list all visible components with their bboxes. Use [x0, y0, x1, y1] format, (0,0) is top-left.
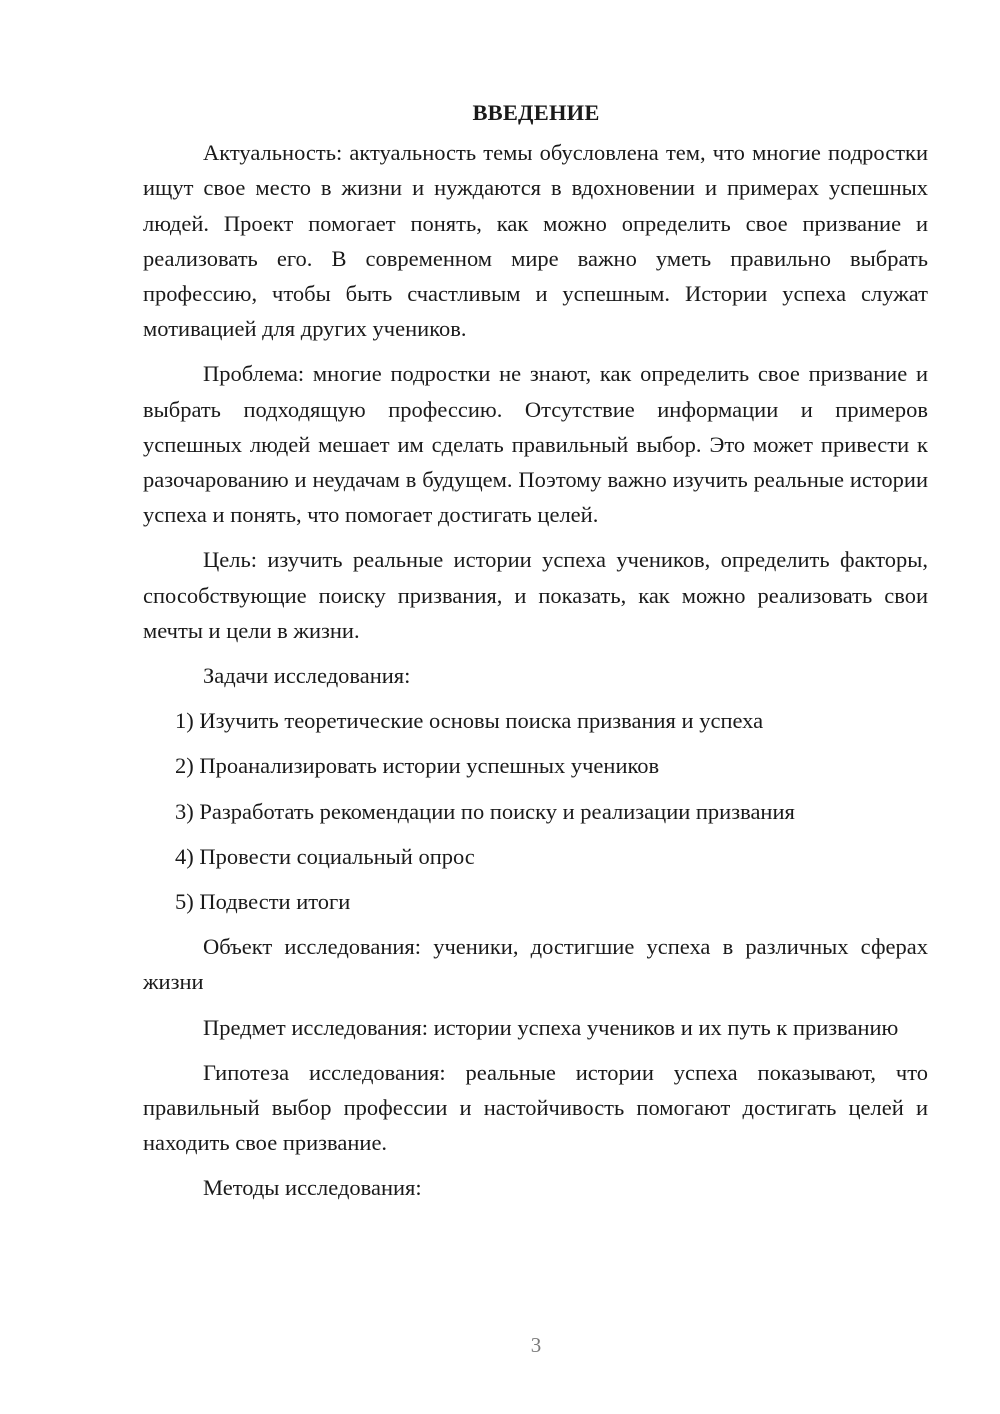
list-item: 3) Разработать рекомендации по поиску и реализации призвания	[175, 798, 795, 824]
section-heading: ВВЕДЕНИЕ	[472, 100, 600, 125]
tasks-heading: Задачи исследования:	[203, 663, 411, 689]
object-paragraph: Объект исследования: ученики, достигшие успеха в различных сферах жизни	[143, 934, 928, 995]
methods-heading: Методы исследования:	[203, 1175, 422, 1201]
list-item: 5) Подвести итоги	[175, 889, 351, 915]
list-item: 4) Провести социальный опрос	[175, 843, 475, 869]
relevance-paragraph: Актуальность: актуальность темы обусловлена тем, что многие подростки ищут свое место в жизни и нуждаются в вдохновении и примерах успешных людей. Проект помогает понять, как можно определить свое призвание и реализовать его. В современном мире важно уметь правильно выбрать профессию, чтобы быть счастливым и успешным. Истории успеха служат мотивацией для других учеников.	[143, 140, 928, 342]
hypothesis-paragraph: Гипотеза исследования: реальные истории успеха показывают, что правильный выбор профессии и настойчивость помогают достигать целей и находить свое призвание.	[143, 1059, 928, 1156]
page-number: 3	[530, 1333, 542, 1357]
list-item: 1) Изучить теоретические основы поиска призвания и успеха	[175, 708, 764, 734]
list-item: 2) Проанализировать истории успешных учеников	[175, 753, 660, 779]
page-content	[143, 95, 928, 1216]
goal-paragraph: Цель: изучить реальные истории успеха учеников, определить факторы, способствующие поиску призвания, и показать, как можно реализовать свои мечты и цели в жизни.	[143, 547, 928, 643]
tasks-list	[143, 703, 928, 919]
problem-paragraph: Проблема: многие подростки не знают, как определить свое призвание и выбрать подходящую профессию. Отсутствие информации и примеров успешных людей мешает им сделать правильный выбор. Это может привести к разочарованию и неудачам в будущем. Поэтому важно изучить реальные истории успеха и понять, что помогает достигать целей.	[143, 361, 928, 528]
subject-paragraph: Предмет исследования: истории успеха учеников и их путь к призванию	[203, 1014, 899, 1040]
